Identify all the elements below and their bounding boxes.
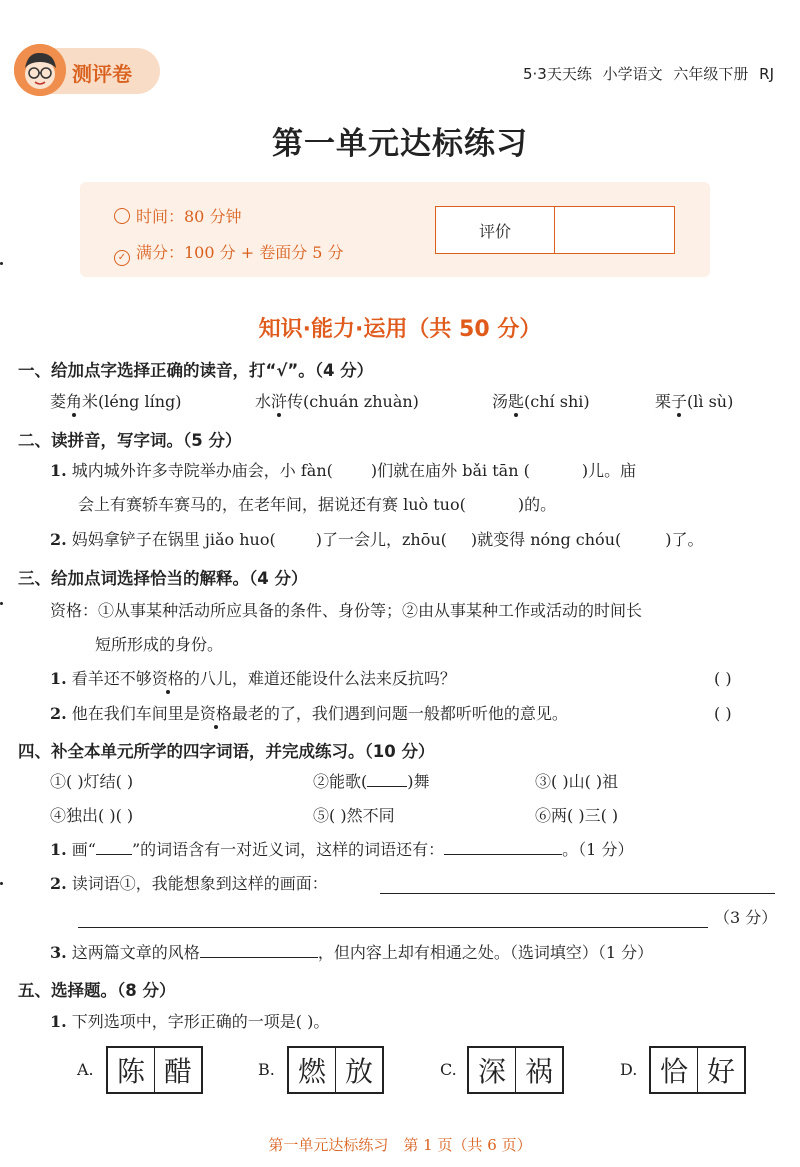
- score-line: [114, 240, 344, 266]
- q4-heading: 四、补全本单元所学的四字词语，并完成练习。（10 分）: [18, 742, 435, 761]
- page-title: 第一单元达标练习: [272, 126, 528, 162]
- q1-item-1[interactable]: 菱角米(léng líng): [50, 392, 182, 411]
- evaluation-label: 评价: [436, 207, 555, 253]
- q3-answer-2[interactable]: ( ): [714, 704, 732, 723]
- q4-part-2-score: （3 分）: [714, 908, 778, 927]
- q3-sentence-1: 1. 看羊还不够资格的八儿，难道还能设什么法来反抗吗？: [50, 669, 456, 688]
- q1-heading: 一、给加点字选择正确的读音，打“√”。（4 分）: [18, 361, 374, 380]
- evaluation-field[interactable]: [555, 207, 674, 253]
- time-text: 时间：80 分钟: [136, 207, 242, 226]
- q3-definition-2: 短所形成的身份。: [95, 635, 224, 654]
- badge-label: 测评卷: [72, 62, 132, 86]
- answer-line[interactable]: [444, 840, 562, 855]
- check-circle-icon: ✓: [114, 250, 130, 266]
- q2-line-3: 2. 妈妈拿铲子在锅里 jiǎo huo( )了一会儿，zhōu( )就变得 nóng chóu( )了。: [50, 530, 704, 549]
- option-a-box[interactable]: 陈 醋: [106, 1046, 203, 1094]
- option-d-label[interactable]: D.: [620, 1060, 638, 1079]
- margin-mark: [0, 262, 3, 265]
- option-b-label[interactable]: B.: [258, 1060, 275, 1079]
- option-c-label[interactable]: C.: [440, 1060, 457, 1079]
- score-text: 满分：100 分 + 卷面分 5 分: [136, 243, 344, 262]
- clock-icon: [114, 208, 130, 224]
- evaluation-table: [435, 206, 675, 254]
- q4-part-3: 3. 这两篇文章的风格 ，但内容上却有相通之处。（选词填空）（1 分）: [50, 943, 654, 962]
- option-b-box[interactable]: 燃 放: [287, 1046, 384, 1094]
- margin-mark: [0, 602, 3, 605]
- margin-mark: [0, 882, 3, 885]
- mascot-avatar-icon: [14, 44, 66, 96]
- q5-heading: 五、选择题。（8 分）: [18, 981, 176, 1000]
- q4-word-5[interactable]: ⑤( )然不同: [313, 806, 395, 825]
- time-line: [114, 204, 241, 227]
- option-d-box[interactable]: 恰 好: [649, 1046, 746, 1094]
- q4-word-3[interactable]: ③( )山( )祖: [535, 772, 619, 791]
- q4-word-2[interactable]: ②能歌( )舞: [313, 772, 430, 791]
- q4-part-1: 1. 画“ ”的词语含有一对近义词，这样的词语还有： 。（1 分）: [50, 840, 634, 859]
- q1-item-4[interactable]: 栗子(lì sù): [655, 392, 734, 411]
- answer-line[interactable]: [200, 943, 318, 958]
- q3-answer-1[interactable]: ( ): [714, 669, 732, 688]
- q4-part-2: 2. 读词语①，我能想象到这样的画面：: [50, 874, 328, 893]
- q3-sentence-2: 2. 他在我们车间里是资格最老的了，我们遇到问题一般都听听他的意见。: [50, 704, 568, 723]
- option-c-box[interactable]: 深 祸: [467, 1046, 564, 1094]
- q4-word-4[interactable]: ④独出( )( ): [50, 806, 134, 825]
- q3-definition-1: 资格：①从事某种活动所应具备的条件、身份等；②由从事某种工作或活动的时间长: [50, 601, 643, 620]
- q1-item-3[interactable]: 汤匙(chí shi): [492, 392, 590, 411]
- page-footer: 第一单元达标练习 第 1 页（共 6 页）: [268, 1136, 532, 1154]
- section-title: 知识·能力·运用（共 50 分）: [258, 317, 542, 342]
- series-info: 5·3天天练 小学语文 六年级下册 RJ: [522, 65, 774, 83]
- q2-line-1: 1. 城内城外许多寺院举办庙会，小 fàn( )们就在庙外 bǎi tān ( )儿。庙: [50, 461, 637, 480]
- answer-line[interactable]: [78, 927, 708, 928]
- q4-word-1[interactable]: ①( )灯结( ): [50, 772, 134, 791]
- q3-heading: 三、给加点词选择恰当的解释。（4 分）: [18, 569, 308, 588]
- q4-word-6[interactable]: ⑥两( )三( ): [535, 806, 619, 825]
- q5-part-1: 1. 下列选项中，字形正确的一项是( )。: [50, 1012, 330, 1031]
- option-a-label[interactable]: A.: [77, 1060, 94, 1079]
- answer-line[interactable]: [380, 893, 775, 894]
- q2-line-2: 会上有赛轿车赛马的，在老年间，据说还有赛 luò tuo( )的。: [78, 495, 557, 514]
- q2-heading: 二、读拼音，写字词。（5 分）: [18, 431, 242, 450]
- q1-item-2[interactable]: 水浒传(chuán zhuàn): [255, 392, 419, 411]
